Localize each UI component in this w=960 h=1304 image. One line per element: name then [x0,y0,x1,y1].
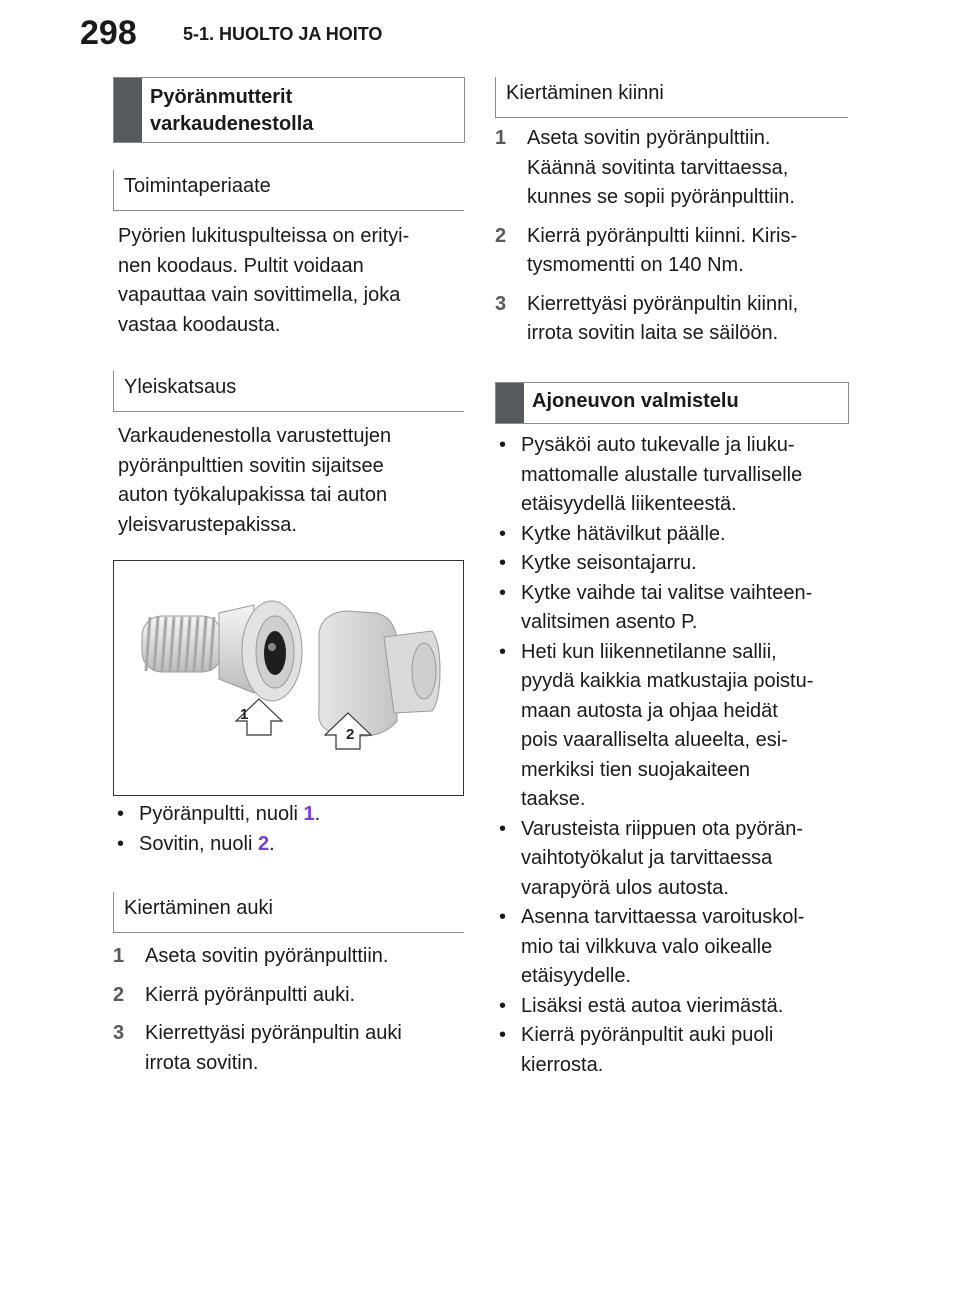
list-item: • Kytke hätävilkut päälle. [499,522,726,545]
paragraph-yleiskatsaus: Varkaudenestolla varustettujen pyöränpulttien sovitin sijaitsee auton työkalupakissa tai auton yleisvarustepakissa. [118,425,392,536]
section-title: Pyöränmutterit varkaudenestolla [150,86,314,135]
steps-kiertaminen-kiinni [495,124,847,358]
list-item: • Heti kun liikennetilanne sallii, pyydä kaikkia matkustajia poistu- maan autosta ja ohjaa heidät pois vaaralliselta alueelta, esi- merkiksi tien suojakaiteen taakse. [499,640,814,810]
step-item: 1 Aseta sovitin pyöränpulttiin. Käännä sovitinta tarvittaessa, kunnes se sopii pyöränpulttiin. [495,127,795,208]
section-title-box-ajoneuvo [495,382,849,424]
bolt-adapter-illustration [114,561,463,795]
list-item: • Kytke seisontajarru. [499,552,697,574]
step-item: 2 Kierrä pyöränpultti auki. [113,983,356,1006]
section-title-bar [114,78,142,142]
section-title-box [113,77,465,143]
ref-1: 1 [303,803,315,825]
list-item: • Lisäksi estä autoa vierimästä. [499,994,784,1017]
step-item: 3 Kierrettyäsi pyöränpultin auki irrota sovitin. [113,1022,402,1074]
list-item: • Kierrä pyöränpultit auki puoli kierrosta. [499,1024,774,1076]
subheading-yleiskatsaus: Yleiskatsaus [113,371,464,412]
step-item: 3 Kierrettyäsi pyöränpultin kiinni, irrota sovitin laita se säilöön. [495,292,799,344]
list-item: • Kytke vaihde tai valitse vaihteen- valitsimen asento P. [499,581,813,633]
figure-legend [113,800,463,859]
list-item: • Varusteista riippuen ota pyörän- vaihtotyökalut ja tarvittaessa varapyörä ulos autosta. [499,817,804,899]
paragraph-toimintaperiaate: Pyörien lukituspulteissa on erityi- nen koodaus. Pultit voidaan vapauttaa vain sovittimella, joka vastaa koodausta. [118,225,410,336]
bolt-thread [142,616,222,672]
figure-label-1: 1 [240,706,249,723]
section-title: Ajoneuvon valmistelu [532,390,739,412]
page-number: 298 [80,14,137,52]
chapter-title: 5-1. HUOLTO JA HOITO [183,24,383,44]
ref-2: 2 [257,832,270,855]
adapter [319,611,440,736]
step-item: 1 Aseta sovitin pyöränpulttiin. [113,945,389,967]
subheading-kiertaminen-auki: Kiertäminen auki [113,892,464,933]
steps-kiertaminen-auki [113,942,463,1087]
list-item: • Pysäköi auto tukevalle ja liuku- mattomalle alustalle turvalliselle etäisyydellä liikenteestä. [499,434,803,515]
bullets-ajoneuvon-valmistelu [495,431,847,1080]
list-item: • Sovitin, nuoli 2. [117,832,275,855]
subheading-kiertaminen-kiinni: Kiertäminen kiinni [495,77,848,118]
bolt-head [219,601,302,701]
list-item: • Asenna tarvittaessa varoituskol- mio tai vilkkuva valo oikealle etäisyydelle. [499,906,805,987]
figure-bolt-adapter [113,560,464,796]
list-item: • Pyöränpultti, nuoli 1. [117,803,321,825]
subheading-toimintaperiaate: Toimintaperiaate [113,170,464,211]
step-item: 2 Kierrä pyöränpultti kiinni. Kiris- tysmomentti on 140 Nm. [495,224,798,276]
figure-label-2: 2 [346,726,355,743]
section-title-bar [496,383,524,423]
